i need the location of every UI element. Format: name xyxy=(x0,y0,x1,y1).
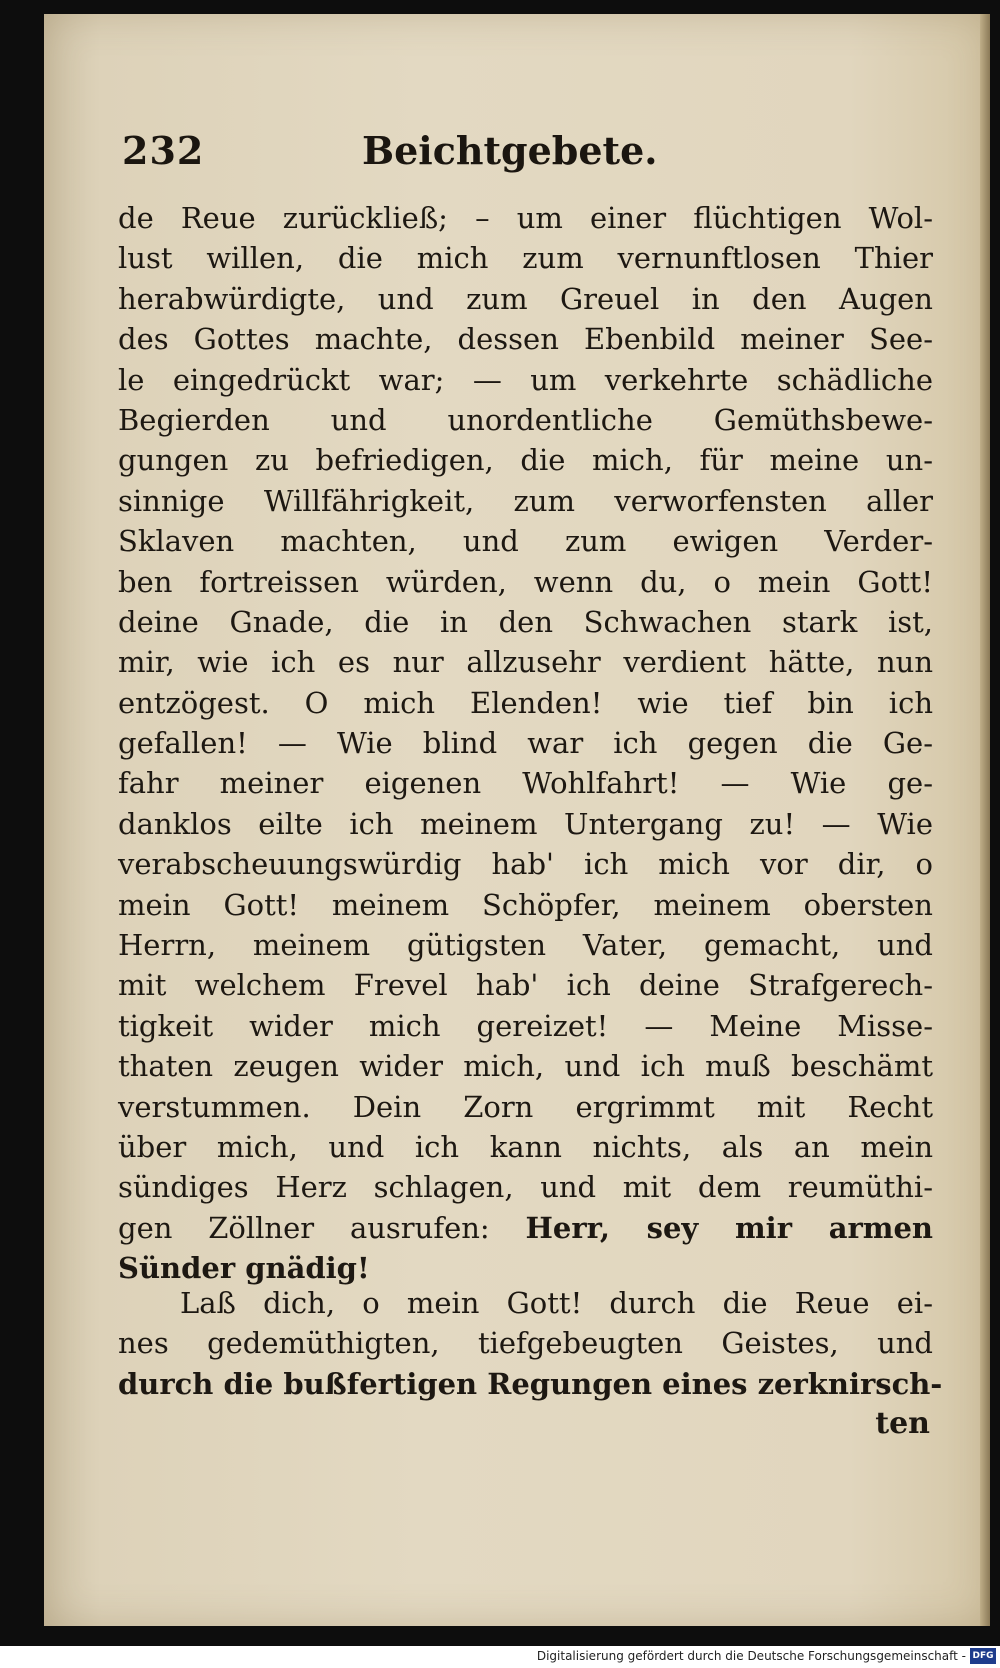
page-edge xyxy=(980,14,990,1626)
text-line: mir, wie ich es nur allzusehr verdient hätte, nun xyxy=(118,645,933,680)
text-line: entzögest. O mich Elenden! wie tief bin ich xyxy=(118,685,933,720)
text-line: Herrn, meinem gütigsten Vater, gemacht, und xyxy=(118,928,933,963)
text-line: le eingedrückt war; — um verkehrte schädliche xyxy=(118,362,933,397)
text-line: de Reue zurückließ; – um einer flüchtigen Wol- xyxy=(118,201,933,235)
text-line-emphasis: Sünder gnädig! xyxy=(118,1251,370,1286)
text-line: sinnige Willfährigkeit, zum verworfensten aller xyxy=(118,483,933,518)
digitization-footer xyxy=(0,1646,1000,1668)
text-line: herabwürdigte, und zum Greuel in den Augen xyxy=(118,281,933,316)
text-line: danklos eilte ich meinem Untergang zu! — Wie xyxy=(118,806,933,841)
text-line: mit welchem Frevel hab' ich deine Strafgerech- xyxy=(118,968,933,1003)
paragraph-2 xyxy=(118,1283,943,1404)
paragraph-1 xyxy=(118,198,933,1289)
text-line: des Gottes machte, dessen Ebenbild meiner See- xyxy=(118,322,933,357)
text-line: fahr meiner eigenen Wohlfahrt! — Wie ge- xyxy=(118,766,933,801)
text-line: mein Gott! meinem Schöpfer, meinem obersten xyxy=(118,887,933,922)
text-line: verabscheuungswürdig hab' ich mich vor dir, o xyxy=(118,847,933,882)
dfg-logo-icon: DFG xyxy=(970,1648,996,1664)
text-line xyxy=(118,1208,933,1248)
emphasis-text: Herr, sey mir armen xyxy=(525,1210,933,1245)
text-line: verstummen. Dein Zorn ergrimmt mit Recht xyxy=(118,1089,933,1124)
text-line: deine Gnade, die in den Schwachen stark ist, xyxy=(118,604,933,639)
footer-credit-text: Digitalisierung gefördert durch die Deutsche Forschungsgemeinschaft - xyxy=(536,1649,966,1663)
text-line: Sklaven machten, und zum ewigen Verder- xyxy=(118,524,933,559)
text-line: Laß dich, o mein Gott! durch die Reue ei- xyxy=(180,1286,933,1320)
text-line: tigkeit wider mich gereizet! — Meine Misse- xyxy=(118,1008,933,1043)
text-line: sündiges Herz schlagen, und mit dem reumüthi- xyxy=(118,1170,933,1205)
text-line: über mich, und ich kann nichts, als an mein xyxy=(118,1129,933,1164)
text-line: durch die bußfertigen Regungen eines zerknirsch- xyxy=(118,1366,943,1401)
page-number: 232 xyxy=(122,128,205,173)
text-line: thaten zeugen wider mich, und ich muß beschämt xyxy=(118,1049,933,1084)
page-header xyxy=(122,128,882,184)
text-line: gefallen! — Wie blind war ich gegen die Ge- xyxy=(118,726,933,761)
text-line: lust willen, die mich zum vernunftlosen Thier xyxy=(118,241,933,276)
text-line: ben fortreissen würden, wenn du, o mein Gott! xyxy=(118,564,933,599)
running-title: Beichtgebete. xyxy=(362,128,658,173)
text-line: gungen zu befriedigen, die mich, für meine un- xyxy=(118,443,933,478)
catchword: ten xyxy=(875,1406,930,1441)
text-line: Begierden und unordentliche Gemüthsbewe- xyxy=(118,402,933,437)
text-line-normal: gen Zöllner ausrufen: xyxy=(118,1210,526,1245)
text-line: nes gedemüthigten, tiefgebeugten Geistes, und xyxy=(118,1326,933,1361)
